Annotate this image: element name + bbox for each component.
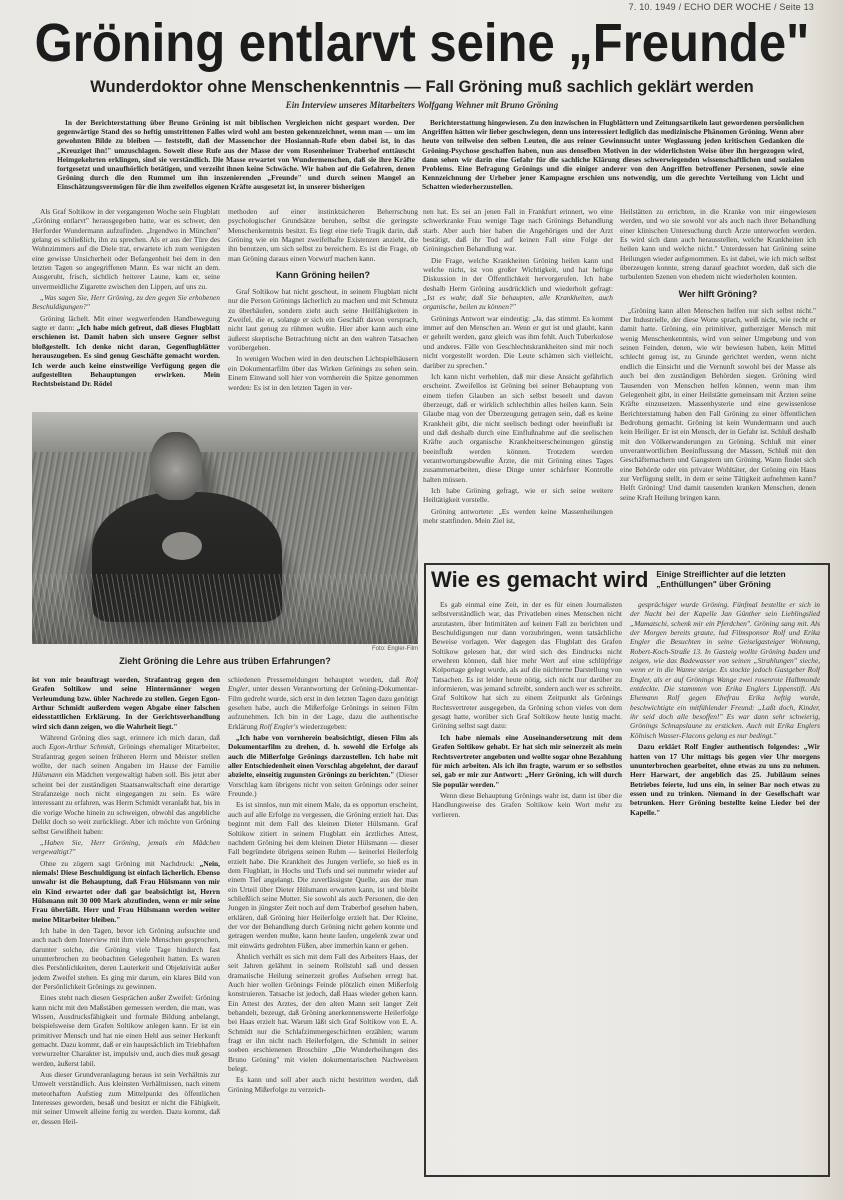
text-run: gesprächiger wurde Gröning. Fünfmal bestellte er sich in der Nacht bei der Kapelle Jan Günther sein Lieblingslied „Mamatschi, schenk mir ein Pferdchen". Gröning sang mit. Als der Morgen bereits graute, lud Filmsponsor Rolf und Erika Engler die Besuchten in seine Geiselgasteiger Wohnung, Robert-Koch-Straße 13. In Gasteig wollte Gröning baden und zeigen, wie das Badewasser von seinen „Strahlungen" sieche, wenn er in die Wanne steige. Es stockte jedoch Gastgeber Rolf Engler, als er auf Grönings Wange zwei rosenrote Halbmonde entdeckte. Die stammten von Erika Englers Lippenstift. Als Ehemann Rolf gegen Ehefrau Erika heftig wurde, beschwichtigte ein mitfühlender Freund: „Laßt doch, Kinder, ihr seid doch alle besoffen!" Es war dann sehr schwierig, Grönings Schnapslaune zu ersticken. Auch mit Erika Englers Kölnisch Wasser-Flacons gelang es nur bedingt." bbox=[630, 600, 820, 740]
paragraph bbox=[32, 675, 220, 731]
text-run: Grönings Antwort war eindeutig: „Ja, das stimmt. Es kommt immer auf den Menschen an. Wenn er gut ist und glaubt, kann er geheilt werden, ganz gleich was ihm fehlt. Auch Tuberkulose und anderes. Fälle von Geschlechtskrankheiten sind mir noch nicht vorgestellt worden. Die Leute schämen sich vielleicht, darüber zu sprechen." bbox=[423, 313, 613, 370]
intro-right-column bbox=[422, 118, 804, 201]
paragraph bbox=[228, 675, 418, 731]
paragraph bbox=[228, 952, 418, 1073]
paragraph bbox=[228, 207, 418, 263]
text-run: „Ich habe von vornherein beabsichtigt, diesen Film als Dokumentarfilm zu drehen, d. h. sowohl die Erfolge als auch die Mißerfolge Grönings darzustellen. Ich habe mit aller Entschiedenheit einen Vorschlag abgelehnt, der darauf abzielte, einseitig zugunsten Grönings zu berichten." bbox=[228, 733, 418, 780]
text-run: Ich habe Gröning gefragt, wie er sich seine weitere Heiltätigkeit vorstelle. bbox=[423, 485, 613, 505]
paragraph bbox=[423, 314, 613, 370]
photo-figure-hand bbox=[162, 532, 202, 560]
paragraph bbox=[630, 600, 820, 740]
headline: Gröning entlarvt seine „Freunde" bbox=[34, 13, 810, 74]
paragraph bbox=[228, 354, 418, 391]
paragraph bbox=[630, 742, 820, 817]
text-run: Hülsmann bbox=[32, 770, 63, 780]
paragraph bbox=[620, 306, 816, 502]
text-run: , unter dessen Verantwortung der Gröning-Dokumentar-Film gedreht wurde, sich erst in den letzten Tagen dazu genötigt gesehen habe, auch die Mißerfolge Grönings in seinen Film aufzunehmen. Ich bin in der Lage, dazu die authentische Erklärung bbox=[228, 684, 418, 731]
section-subhead: Wer hilft Gröning? bbox=[678, 288, 758, 299]
box-title: Wie es gemacht wird bbox=[431, 567, 649, 592]
text-run: Wenn diese Behauptung Grönings wahr ist, dann ist über die Handlungsweise des Grafen Soltikow kein Wort mehr zu verlieren. bbox=[432, 790, 622, 819]
text-run: Heilstätten zu errichten, in die Kranke von mir eingewiesen werden, und wo sie sowohl vor als auch nach ihrer Behandlung einer klinischen Untersuchung durch Ärzte unterworfen werden. Es wird sich dann auch herausstellen, welche Krankheiten ich heilen kann und welche nicht." Unterdessen hat Gröning seine Heilungen wieder aufgenommen. Es ist dabei, wie ich mich selbst überzeugen konnte, streng darauf geachtet worden, daß sich die turbulenten Szenen von ehedem nicht wiederholen konnten. bbox=[620, 207, 816, 282]
text-run: methoden auf einer instinktsicheren Beherrschung psychologischer Grundsätze beruhen, selbst die geringste Menschenkenntnis besitzt. Es liegt eine tiefe Tragik darin, daß Gröning wie ein Magnet zweifelhafte Existenzen anzieht, die ihn benutzen, um sich selbst zu bereichern. Es ist die Frage, ob man Gröning daraus einen Vorwurf machen kann. bbox=[228, 207, 418, 263]
paragraph bbox=[423, 372, 613, 484]
text-run: Eines steht nach diesen Gesprächen außer Zweifel: Gröning kann nicht mit den Maßstäben gemessen werden, die man, was Wissen, Ausdrucksfähigkeit und formale Bildung anbelangt, beispielsweise dem Grafen Soltikow anlegen kann. Er ist ein primitiver Mensch und hat nie einen Hehl aus seiner Herkunft gemacht. Dazu kommt, daß er ein hauptsächlich im Triebhaften verwurzelter Charakter ist, impulsiv und, auch dies muß gesagt werden, äußerst labil. bbox=[32, 993, 220, 1068]
text-run: ist von mir beauftragt worden, Strafantrag gegen den Grafen Soltikow und seine Hintermänner wegen Verleumdung bzw. übler Nachrede zu stellen. Gegen Egon-Arthur Schmidt außerdem wegen Abgabe einer falschen eidesstattlichen Erklärung. In der Gerichtsverhandlung wird sich dann zeigen, wo die Wahrheit liegt." bbox=[32, 675, 220, 731]
text-run: Es kann und soll aber auch nicht bestritten werden, daß Gröning Mißerfolge zu verzeich- bbox=[228, 1075, 418, 1094]
text-run: ein Mädchen vergewaltigt haben soll. Bis jetzt aber scheint bei der zuständigen Staatsanwaltschaft eine derartige Strafanzeige noch nicht eingegangen zu sein. Es wäre interessant zu erfahren, was Herrn Schmidt veranlaßt hat, bis in die vorige Woche hinein zu schweigen, obwohl das angebliche Delikt doch so weit zurückliegt. Aber ich möchte von Gröning selbst Gewißheit haben: bbox=[32, 770, 220, 836]
paragraph bbox=[432, 733, 622, 789]
paragraph bbox=[57, 118, 415, 192]
text-run: „Was sagen Sie, Herr Gröning, zu den gegen Sie erhobenen Beschuldigungen?" bbox=[32, 293, 220, 312]
text-run: wiederzugeben: bbox=[298, 721, 347, 731]
text-run: schiedenen Pressemeldungen behauptet worden, daß bbox=[228, 675, 406, 684]
box-right-column bbox=[630, 600, 820, 1161]
paragraph bbox=[32, 207, 220, 291]
text-run: Ohne zu zögern sagt Gröning mit Nachdruck: bbox=[40, 858, 200, 868]
text-run: Rolf Engler bbox=[228, 675, 418, 694]
text-run: Ich habe in den Tagen, bevor ich Gröning aufsuchte und auch nach dem Interview mit ihm viele Menschen gesprochen, darunter solche, die Gröning viele Tage hindurch fast ununterbrochen zu beobachten Gelegenheit hatten. Es waren dies Persönlichkeiten, deren Lauterkeit und Objektivität außer jedem Zweifel stehen. Es ging mir darum, ein klares Bild von der Persönlichkeit Grönings zu gewinnen. bbox=[32, 925, 220, 991]
paragraph bbox=[32, 993, 220, 1068]
paragraph bbox=[32, 859, 220, 924]
paragraph bbox=[32, 926, 220, 991]
text-run: Gröning antwortete: „Es werden keine Massenheilungen mehr stattfinden. Mein Ziel ist, bbox=[423, 506, 613, 525]
text-run: „Haben Sie, Herr Gröning, jemals ein Mädchen vergewaltigt?" bbox=[32, 837, 220, 857]
paragraph bbox=[228, 287, 418, 352]
text-run: „Nein, niemals! Diese Beschuldigung ist einfach lächerlich. Ebenso unwahr ist die Behauptung, daß Frau Hülsmann von mir ein Kind erwartet oder daß gar beabsichtigt ist, Herrn Hülsmann mit 30 000 Mark abzufinden, wenn er mir seine Frau überläßt. Herr und Frau Hülsmann werden weiter meine Mitarbeiter bleiben." bbox=[32, 858, 220, 924]
text-run: Es gab einmal eine Zeit, in der es für einen Journalisten selbstverständlich war, das Privatleben eines Menschen nicht anzutasten, über Intimitäten auf keinen Fall zu berichten und Beschuldigungen nur dann vorzubringen, wenn tatsächliche Beweise vorlagen. Wer dagegen das Flugblatt des Grafen Soltikow gelesen hat, der wird sich des Eindrucks nicht erwehren können, daß hier mehr Wert auf eine schlüpfrige Kolportage gelegt wurde, als auf die nüchterne Darstellung von Tatsachen. Es ist leider heute nötig, sich nicht nur darüber zu informieren, was jemand schreibt, sondern auch wer es schreibt. Graf Soltikow hat sich zu einem Zeitpunkt als Grönings Rechtsvertreter ausgegeben, da Gröning schon vieles von dem gesagt hatte, worüber sich Graf Soltikow heute lustig macht. Gröning selbst sagt dazu: bbox=[432, 600, 622, 731]
paragraph bbox=[32, 293, 220, 312]
paragraph bbox=[32, 838, 220, 857]
paragraph bbox=[422, 118, 804, 192]
headline-container bbox=[0, 13, 844, 74]
byline: Ein Interview unseres Mitarbeiters Wolfgang Wehner mit Bruno Gröning bbox=[285, 100, 559, 110]
column-1-top bbox=[32, 207, 220, 403]
text-run: Ich habe niemals eine Auseinandersetzung mit dem Grafen Soltikow gehabt. Er hat sich mir seinerzeit als mein Rechtsvertreter angeboten und wollte sogar ohne Bezahlung für mich arbeiten. Als ich ihn fragte, warum er so selbstlos sei, gab er mir zur Antwort: „Herr Gröning, ich will durch Sie populär werden." bbox=[432, 732, 622, 789]
text-run: „Ist es wahr, daß Sie behaupten, alle Krankheiten, auch organische, heilen zu können?" bbox=[423, 293, 613, 312]
paragraph bbox=[228, 1075, 418, 1094]
text-run: Es ist sinnlos, nun mit einem Male, da es opportun erscheint, auch auf alle Erfolge zu vergessen, die Gröning erzielt hat. Das beginnt mit dem Fall des kleinen Dieter Hülsmann. Graf Soltikow zitiert in seinem Flugblatt ein ärztliches Attest, nachdem Gröning bei dem kleinen Dieter Hülsmann — dieser Fall begründete übrigens seinen Ruhm — keinerlei Heilerfolg erzielt habe. Die Krankheit des Jungen verliefe, so hieß es in dem Flugblatt, in Hochs und Tiefs und sei nunmehr wieder auf einem Tief angelangt. Die zuverlässigste Quelle, aus der man ein Urteil über Dieter Hülsmann erwarten kann, ist und bleibt schließlich seine Mutter. Sie sowohl als auch Personen, die den Jungen in jüngster Zeit noch auf dem Traberhof gesehen haben, erklären, daß Gröning hier Heilerfolge erzielt hat. Der Kleine, der vor der Behandlung durch Gröning nicht gehen konnte und getragen werden mußte, kann heute laufen, ungelenk zwar und mit einwärts gedrehten Füßen, aber immerhin kann er gehen. bbox=[228, 800, 418, 950]
paragraph bbox=[228, 733, 418, 798]
column-4 bbox=[620, 207, 816, 553]
text-run: Egon-Arthur Schmidt bbox=[49, 742, 114, 752]
photo-groening-in-grass bbox=[32, 412, 418, 644]
paragraph bbox=[32, 314, 220, 389]
column-2-bottom bbox=[228, 675, 418, 1171]
photo-figure-head bbox=[150, 432, 202, 500]
intro-left-column bbox=[57, 118, 415, 201]
paragraph bbox=[423, 207, 613, 254]
box-left-column bbox=[432, 600, 622, 1161]
text-run: Dazu erklärt Rolf Engler authentisch folgendes: „Wir hatten von 17 Uhr mittags bis gegen vier Uhr morgens ununterbrochen gearbeitet, ohne etwas zu uns zu nehmen. Herr Harwart, der angeblich das 25. Jubiläum seines Betriebes feierte, lud uns ein, in seiner Bar noch etwas zu essen und zu trinken. Niemand in der Gesellschaft war betrunken. Herr Gröning bestellte keine Lieder bei der Kapelle." bbox=[630, 742, 820, 817]
text-run: nen hat. Es sei an jenen Fall in Frankfurt erinnert, wo eine schwerkranke Frau wenige Tage nach Grönings Behandlung starb. Aber auch hier haben die Angehörigen und der Arzt bestätigt, daß ihr Tod auf keinen Fall eine Folge der Gröningschen Behandlung war. bbox=[423, 207, 613, 254]
column-3 bbox=[423, 207, 613, 553]
text-run: Rolf Engler's bbox=[259, 721, 299, 731]
photo-caption: Zieht Gröning die Lehre aus trüben Erfahrungen? bbox=[119, 656, 331, 666]
text-run: „Gröning kann allen Menschen helfen nur sich selbst nicht." Der Industrielle, der diese Worte sprach, weiß nicht, wie recht er damit hatte. Gröning, ein primitiver, gutherziger Mensch mit wenig Menschenkenntnis, wird von seiner Umgebung und von seinen Feinden, denen, wie wir bewiesen haben, kein Mittel schlecht genug ist, zu Grunde gerichtet werden, wenn nicht endlich die Einsicht und die Vernunft sowohl bei der Masse als auch bei den zuständigen Behörden siegen. Gröning wird Tausenden von Menschen helfen können, wenn man ihm Gelegenheit gibt, in einer Heilstätte gemeinsam mit Ärzten seine Kräfte einzusetzen. Massenhysterie und eine gewissenlose Berichterstattung haben den Fall Gröning zu einer öffentlichen Bedrohung gemacht. Gröning ist kein Wundermann und auch kein Heiliger. Er ist ein Mensch, der in Gefahr ist. Schluß deshalb mit den Völkerwanderungen zu Gröning. Schluß mit einer unverantwortlichen Beeinflussung der Massen, Schluß mit den Geschäftemachern und Gangstern um Gröning. Wann findet sich eine Behörde oder ein privater Wohltäter, der Gröning ein Haus zur Verfügung stellt, in dem er seine Tätigkeit aufnehmen kann? Helft Gröning! Und damit tausenden kranken Menschen, denen seine Kraft Heilung bringen kann. bbox=[620, 305, 816, 502]
dateline: 7. 10. 1949 / ECHO DER WOCHE / Seite 13 bbox=[628, 2, 814, 12]
paragraph bbox=[228, 800, 418, 950]
text-run: (Dieser Vorschlag kam übrigens nicht von seiten Grönings oder seiner Freunde.) bbox=[228, 770, 418, 799]
text-run: In der Berichterstattung über Bruno Gröning ist mit biblischen Vergleichen nicht gespart worden. Der gegenwärtige Stand des so heftig umstrittenen Falles wird wohl am besten gekennzeichnet, wenn man — um im gewohnten Bilde zu bleiben — feststellt, daß der Massenchor der Hosiannah-Rufe eben dabei ist, in das „Kreuziget ihn!" umzuschlagen. Soweit diese Rufe aus der Masse der vom Rosenheimer Traberhof enttäuscht Heimgekehrten erklingen, sind sie verständlich. Die Masse erwartet von Wundermenschen, daß sie ihre Kräfte fortgesetzt und unaufhörlich betätigen, und verzeiht ihnen keine Schwäche. Wir haben auf die Gefahren, denen Gröning durch die den Rummel um ihn inszenierenden „Freunde" und durch seinen Mangel an Einschätzungsvermögen für die ihm zweifellos eigenen Kräfte ausgesetzt ist, in unserer bisherigen bbox=[57, 118, 415, 192]
box-header bbox=[431, 567, 823, 595]
paragraph bbox=[32, 733, 220, 836]
paragraph bbox=[423, 256, 613, 312]
box-kicker: Einige Streiflichter auf die letzten „Enthüllungen" über Gröning bbox=[656, 570, 786, 589]
text-run: Graf Soltikow hat nicht gescheut, in seinem Flugblatt nicht nur die Person Grönings lächerlich zu machen und mit Schmutz zu überhäufen, sondern zieht auch seine Heilfähigkeiten in Zweifel, die er, solange er sich ein Geschäft davon versprach, nicht laut genug zu rühmen wußte. Hier aber kann auch eine äußerst skeptische Betrachtung nicht an den wahren Tatsachen vorübergehen. bbox=[228, 287, 418, 353]
text-run: Berichterstattung hingewiesen. Zu den inzwischen in Flugblättern und Zeitungsartikeln laut gewordenen persönlichen Angriffen hätten wir lieber geschwiegen, denn uns interessiert lediglich das medizinische Phänomen Gröning. Wenn aber heute von teilweise den selben Leuten, die aus reiner Gewinnsucht unter Weglassung jeden kritischen Gedanken die Gröning-Psychose geschaffen haben, nun aus denselben Motiven in der widerlichsten Weise über ihn hergezogen wird, dann sehen wir darin eine Gefahr für die sachliche Klärung dieses schwerwiegenden wissenschaftlichen und sozialen Problems. Eine Befragung Grönings und die einiger anderer von den Angriffen betroffener Personen, sowie eine Kennzeichnung der Urheber jener Kampagne erschien uns notwendig, um die gerechte Verteilung von Licht und Schatten wiederherzustellen. bbox=[422, 118, 804, 192]
photo-sky bbox=[32, 412, 418, 452]
photo-grass bbox=[32, 574, 418, 644]
column-2-top bbox=[228, 207, 418, 403]
text-run: Während Gröning dies sagt, erinnere ich mich daran, daß auch bbox=[32, 733, 220, 752]
text-run: Als Graf Soltikow in der vergangenen Woche sein Flugblatt „Gröning entlarvt" herausgegeben hatte, war es schwer, den Herforder Wundermann aufzufinden. „Irgendwo in München" gelang es schließlich, ihn zu sprechen. Als er aus der Türe des Wohnzimmers auf die Diele trat, erwartete ich zum wenigsten eine gewisse Unsicherheit oder Befangenheit bei dem in den letzten Tagen so angegriffenen Mann. Es war nicht an dem. Ausgeruht, frisch, sichtlich heiterer Laune, kam er, seine unvermeidliche Zigarette zwischen den Lippen, auf uns zu. bbox=[32, 207, 220, 291]
text-run: Ich kann nicht verhehlen, daß mir diese Ansicht gefährlich erscheint. Zweifellos ist Gröning bei seiner Behauptung von einem tiefen Glauben an sich selbst beseelt und davon überzeugt, daß er wirklich schlechthin alles heilen kann. Sein Glaube mag von der Überzeugung getragen sein, daß es keine Krankheit gibt, die nicht seelisch bedingt oder beeinflußt ist und daß deshalb durch eine Einflußnahme auf die seelischen Kräfte auch organische Krankheitserscheinungen günstig beeinflußt werden können. Trotzdem werden verantwortungsbewußte Ärzte, die mit Gröning eines Tages zusammenarbeiten, diese Dinge unter schärfster Kontrolle halten müssen. bbox=[423, 371, 613, 484]
text-run: , Grönings ehemaliger Mitarbeiter, Strafantrag gegen seinen früheren Herrn und Meister stellen wollte, der nach seinen Angaben im Hause der Familie bbox=[32, 742, 220, 771]
subtitle: Wunderdoktor ohne Menschenkenntnis — Fall Gröning muß sachlich geklärt werden bbox=[90, 78, 754, 96]
photo-credit: Foto: Engler-Film bbox=[371, 646, 418, 652]
text-run: In wenigen Wochen wird in den deutschen Lichtspielhäusern ein Dokumentarfilm über das Wirken Grönings zu sehen sein. Einem Einwand soll hier von vornherein die Spitze genommen werden: Es ist in den letzten Tagen in ver- bbox=[228, 354, 418, 392]
paragraph bbox=[32, 1070, 220, 1126]
paragraph bbox=[423, 507, 613, 526]
text-run: Die Frage, welche Krankheiten Gröning heilen kann und welche nicht, ist von großer Wichtigkeit, und hat heftige Diskussion in der Öffentlichkeit hervorgerufen. Ich habe deshalb Herrn Gröning ausdrücklich und wiederholt gefragt: bbox=[423, 255, 613, 293]
text-run: Gröning lächelt. Mit einer wegwerfenden Handbewegung sagte er dann: bbox=[32, 313, 220, 333]
text-run: „Ich habe mich gefreut, daß dieses Flugblatt erschienen ist. Damit haben sich unsere Gegner selbst bloßgestellt. Ich denke nicht daran, Gegenflugblätter herauszugeben. Es sind genug Geschäfte gemacht worden. Ich werde auch keine einstweilige Verfügung gegen die aufgestellten Behauptungen erwirken. Mein Rechtsbeistand Dr. Rödel bbox=[32, 323, 220, 389]
paragraph bbox=[432, 791, 622, 819]
column-1-bottom bbox=[32, 675, 220, 1171]
paragraph bbox=[423, 486, 613, 505]
paragraph bbox=[432, 600, 622, 731]
text-run: Ähnlich verhält es sich mit dem Fall des Arbeiters Haas, der seit Jahren gelähmt in seinem Rollstuhl saß und dessen dramatische Heilung seinerzeit großes Aufsehen erregt hat. Auch hier wollen Grönings Feinde plötzlich einen Mißerfolg konstruieren. Tatsache ist jedoch, daß Haas wieder gehen kann. Ein Attest des Arztes, der den alten Mann seit langer Zeit behandelt, bezeugt, daß Gröning anerkennenswerte Heilerfolge bei Haas erzielt hat. Warum läßt sich Graf Soltikow von E. A. Schmidt nur die Schlafzimmergeschichten erzählen; warum fragt er ihn nicht nach Heilerfolgen, die Schmidt in seiner soeben erschienenen Broschüre „Die Wunderheilungen des Bruno Gröning" mit vielen dokumentarischen Nachweisen belegt. bbox=[228, 951, 418, 1074]
text-run: Aus dieser Grundveranlagung heraus ist sein Verhältnis zur Umwelt verständlich. Aus kleinsten Verhältnissen, nach einem meteorhaften Aufstieg zum Mittelpunkt des öffentlichen Interesses geworden, besaß und besitzt er nicht die Fähigkeit, mit seiner Umwelt alleine fertig zu werden. Dazu kommt, daß er, dessen Heil- bbox=[32, 1070, 220, 1126]
paragraph bbox=[620, 207, 816, 282]
section-subhead: Kann Gröning heilen? bbox=[276, 270, 370, 281]
